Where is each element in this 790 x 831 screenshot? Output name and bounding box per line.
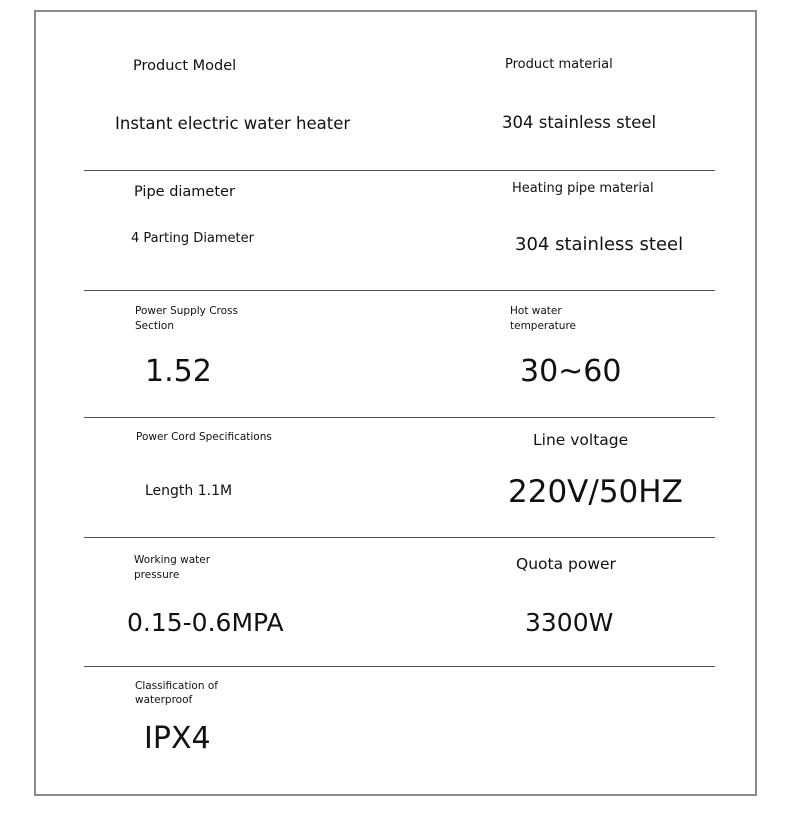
line-voltage-label: Line voltage bbox=[533, 431, 629, 449]
row-divider bbox=[84, 537, 715, 538]
power-supply-cross-section-value: 1.52 bbox=[145, 354, 212, 389]
waterproof-classification-value: IPX4 bbox=[144, 721, 211, 756]
working-water-pressure-label-line2: pressure bbox=[134, 569, 180, 581]
power-supply-cross-section-label-line1: Power Supply Cross bbox=[135, 305, 238, 317]
working-water-pressure-value: 0.15-0.6MPA bbox=[127, 608, 284, 637]
heating-pipe-material-label: Heating pipe material bbox=[512, 181, 654, 196]
quota-power-label: Quota power bbox=[516, 555, 616, 573]
row-divider bbox=[84, 290, 715, 291]
product-model-label: Product Model bbox=[133, 58, 237, 74]
pipe-diameter-value: 4 Parting Diameter bbox=[131, 231, 254, 246]
working-water-pressure-label-line1: Working water bbox=[134, 554, 211, 566]
row-divider bbox=[84, 170, 715, 171]
power-cord-specifications-label: Power Cord Specifications bbox=[136, 431, 272, 443]
pipe-diameter-label: Pipe diameter bbox=[134, 184, 235, 200]
waterproof-classification-label-line2: waterproof bbox=[135, 694, 193, 706]
power-cord-specifications-value: Length 1.1M bbox=[145, 483, 233, 499]
product-material-label: Product material bbox=[505, 57, 613, 72]
heating-pipe-material-value: 304 stainless steel bbox=[515, 234, 684, 255]
hot-water-temperature-label-line2: temperature bbox=[510, 320, 576, 332]
hot-water-temperature-value: 30~60 bbox=[520, 354, 622, 389]
waterproof-classification-label-line1: Classification of bbox=[135, 680, 218, 692]
hot-water-temperature-label-line1: Hot water bbox=[510, 305, 562, 317]
power-supply-cross-section-label-line2: Section bbox=[135, 320, 175, 332]
product-model-value: Instant electric water heater bbox=[115, 114, 351, 133]
quota-power-value: 3300W bbox=[525, 608, 614, 637]
line-voltage-value: 220V/50HZ bbox=[508, 474, 683, 510]
row-divider bbox=[84, 666, 715, 667]
row-divider bbox=[84, 417, 715, 418]
product-material-value: 304 stainless steel bbox=[502, 113, 657, 132]
